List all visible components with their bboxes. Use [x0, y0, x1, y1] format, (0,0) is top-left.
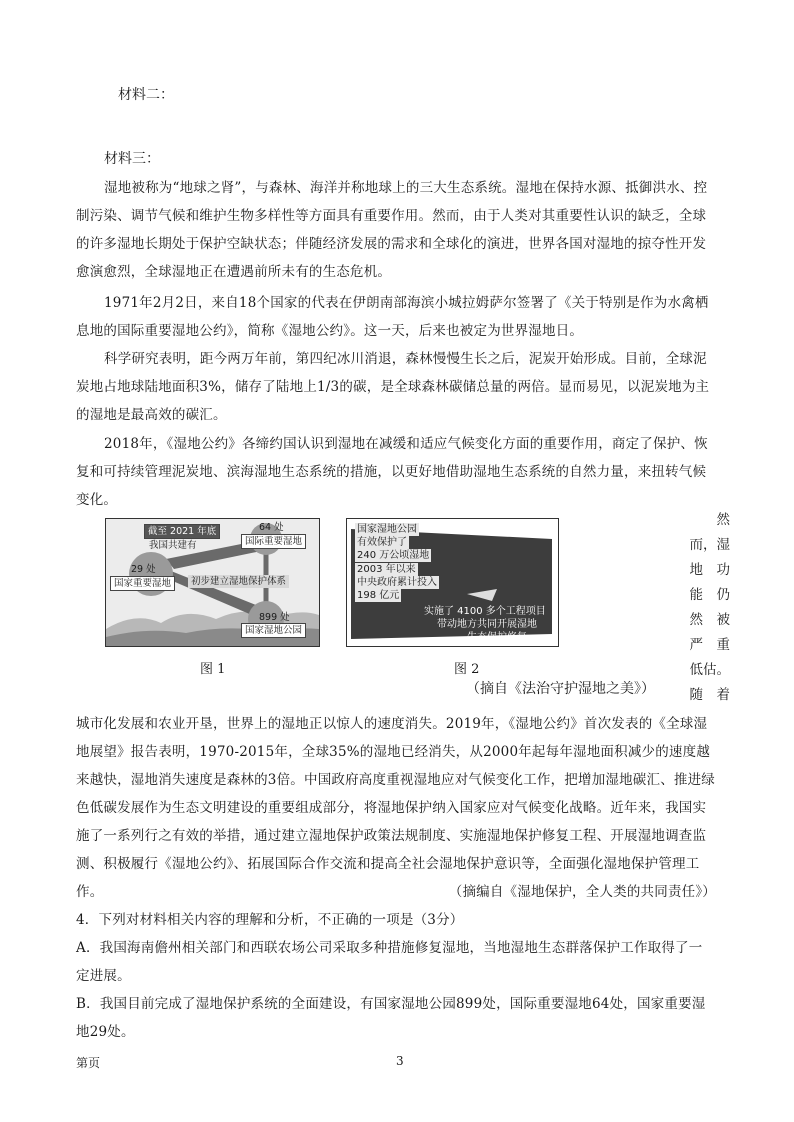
figure-1-node-64-number: 64 处: [259, 522, 284, 533]
continuation-paragraph: 城市化发展和农业开垦，世界上的湿地正以惊人的速度消失。2019年，《湿地公约》首次发表的《全球湿地展望》报告表明，1970-2015年，全球35%的湿地已经消失，从2000年起每年湿地面积减少的速度越来越快，湿地消失速度是森林的3倍。中国政府高度重视湿地应对气候变化工作，把增加湿地碳汇、推进绿色低碳发展作为生态文明建设的重要组成部分，将湿地保护纳入国家应对气候变化战略。近年来，我国实施了一系列行之有效的举措，通过建立湿地保护政策法规制度、实施湿地保护修复工程、开展湿地调查监测、积极履行《湿地公约》、拓展国际合作交流和提高全社会湿地保护意识等，全面强化湿地保护管理工作。: [76, 716, 715, 900]
paragraph-4: 2018年，《湿地公约》各缔约国认识到湿地在减缓和适应气候变化方面的重要作用，商定了保护、恢复和可持续管理泥炭地、滨海湿地生态系统的措施，以更好地借助湿地生态系统的自然力量，来扭转气候变化。: [76, 436, 708, 508]
figure-2-line-7: 实施了 4100 多个工程项目: [424, 606, 546, 617]
figure-1-image: [105, 518, 320, 647]
page-number: 3: [396, 1054, 404, 1068]
figure-2-line-4: 2003 年以来: [357, 564, 416, 575]
vertical-line-3: 地 功: [689, 562, 730, 578]
figure-source: （摘自《法治守护湿地之美》）: [466, 681, 655, 697]
figure-1-built-label: 我国共建有: [149, 540, 197, 551]
figure-2-line-8: 带动地方共同开展湿地: [437, 619, 537, 630]
question-stem: 4．下列对材料相关内容的理解和分析，不正确的一项是（3分）: [76, 912, 464, 928]
vertical-line-8: 随 着: [689, 687, 730, 703]
material-3-heading: 材料三：: [104, 151, 160, 167]
figure-2-line-1: 国家湿地公园: [357, 524, 417, 535]
vertical-line-6: 严 重: [689, 637, 730, 653]
figure-1-date-label: 截至 2021 年底: [144, 524, 220, 539]
figure-2-caption: 图 2: [454, 662, 480, 677]
figure-1-node-899-text: 国家湿地公园: [241, 623, 306, 638]
figure-2-line-9: 生态保护修复: [467, 632, 527, 643]
vertical-line-7: 低估。: [689, 662, 730, 678]
figure-2-image: [346, 518, 559, 647]
paragraph-1: 湿地被称为“地球之肾”，与森林、海洋并称地球上的三大生态系统。湿地在保持水源、抵御洪水、控制污染、调节气候和维护生物多样性等方面具有重要作用。然而，由于人类对其重要性认识的缺乏，全球的许多湿地长期处于保护空缺状态；伴随经济发展的需求和全球化的演进，世界各国对湿地的掠夺性开发愈演愈烈，全球湿地正在遭遇前所未有的生态危机。: [76, 180, 708, 280]
figure-1-node-29-text: 国家重要湿地: [110, 576, 175, 591]
paragraph-2: 1971年2月2日，来自18个国家的代表在伊朗南部海滨小城拉姆萨尔签署了《关于特别是作为水禽栖息地的国际重要湿地公约》，简称《湿地公约》。这一天，后来也被定为世界湿地日。: [76, 295, 709, 339]
vertical-line-1: 然: [716, 512, 730, 528]
footer-left: 第页: [76, 1056, 101, 1070]
figure-2-line-5: 中央政府累计投入: [357, 577, 437, 588]
figure-2-line-3: 240 万公顷湿地: [357, 550, 430, 561]
question-option-a: A．我国海南儋州相关部门和西联农场公司采取多种措施修复湿地，当地湿地生态群落保护工作取得了一定进展。: [76, 940, 703, 984]
vertical-line-2: 而，湿: [689, 537, 730, 553]
vertical-line-5: 然 被: [689, 612, 730, 628]
figure-1-node-899-number: 899 处: [259, 612, 290, 623]
vertical-line-4: 能 仍: [689, 587, 730, 603]
paragraph-3: 科学研究表明，距今两万年前，第四纪冰川消退，森林慢慢生长之后，泥炭开始形成。目前，全球泥炭地占地球陆地面积3%，储存了陆地上1/3的碳，是全球森林碳储总量的两倍。显而易见，以泥炭地为主的湿地是最高效的碳汇。: [76, 351, 710, 423]
figure-1-caption: 图 1: [200, 662, 226, 677]
question-option-b: B．我国目前完成了湿地保护系统的全面建设，有国家湿地公园899处，国际重要湿地64处，国家重要湿地29处。: [76, 996, 706, 1040]
figure-2-line-2: 有效保护了: [357, 537, 407, 548]
material-2-heading: 材料二：: [118, 87, 174, 103]
figure-2-line-6: 198 亿元: [357, 590, 400, 601]
figure-1-system-label: 初步建立湿地保护体系: [188, 575, 289, 588]
figure-1-node-29-number: 29 处: [131, 564, 156, 575]
figure-1-node-64-text: 国际重要湿地: [241, 534, 306, 549]
source-attribution: （摘编自《湿地保护，全人类的共同责任》）: [448, 884, 716, 900]
